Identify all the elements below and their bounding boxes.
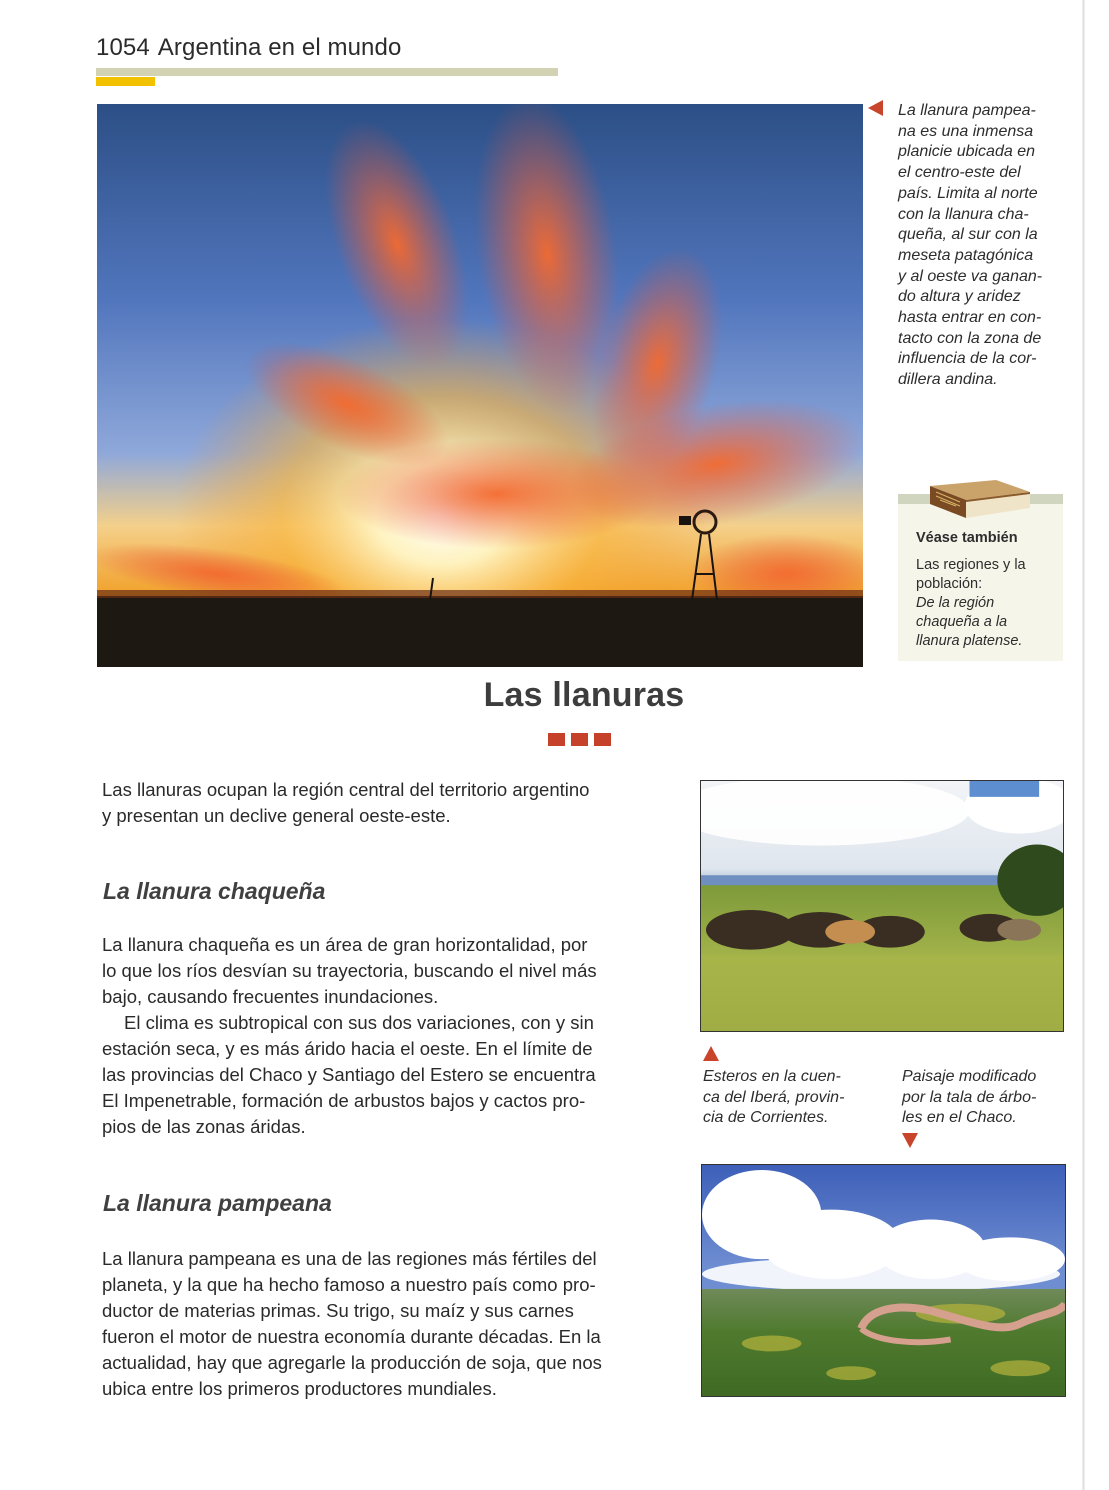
text-line: y presentan un declive general oeste-este. (102, 804, 451, 826)
header-rule (96, 68, 558, 76)
caption-line: y al oeste va ganan- (898, 267, 1043, 285)
caption-line: cia de Corrientes. (703, 1109, 829, 1126)
see-also-link[interactable]: chaqueña a la (916, 614, 1008, 630)
ornament-square (571, 733, 588, 746)
caption-line: por la tala de árbo- (902, 1088, 1037, 1106)
running-head (96, 34, 401, 62)
text-line: La llanura chaqueña es un área de gran horizontalidad, por (102, 934, 588, 955)
triangle-left-icon (868, 100, 883, 116)
text-line: pios de las zonas áridas. (102, 1116, 306, 1137)
see-also-body (916, 556, 1066, 651)
text-line: ductor de materias primas. Su trigo, su maíz y sus carnes (102, 1300, 574, 1321)
see-also-title: Véase también (916, 530, 1018, 546)
text-line: La llanura pampeana es una de las regiones más fértiles del (102, 1248, 597, 1269)
caption-line: Paisaje modificado (902, 1068, 1037, 1085)
caption-line: queña, al sur con la (898, 226, 1038, 244)
text-line: Las llanuras ocupan la región central del territorio argentino (102, 779, 590, 800)
side-caption (898, 101, 1066, 391)
text-line: planeta, y la que ha hecho famoso a nuestro país como pro- (102, 1274, 596, 1295)
caption-line: el centro-este del (898, 164, 1021, 182)
caption-line: planicie ubicada en (898, 143, 1035, 161)
caption-line: do altura y aridez (898, 288, 1021, 306)
intro-paragraph (102, 777, 668, 828)
caption-line: influencia de la cor- (898, 350, 1037, 368)
text-line: actualidad, hay que agregarle la producción de soja, que nos (102, 1352, 602, 1373)
subheading-pampeana: La llanura pampeana (103, 1190, 332, 1216)
see-also-line: Las regiones y la (916, 557, 1026, 573)
triangle-up-icon (703, 1046, 719, 1061)
see-also-link[interactable]: llanura platense. (916, 633, 1023, 649)
caption-line: tacto con la zona de (898, 329, 1042, 347)
text-line: El Impenetrable, formación de arbustos bajos y cactos pro- (102, 1090, 586, 1111)
sunset-windmill-photo (97, 104, 863, 667)
book-icon (926, 478, 1032, 524)
caption-line: ca del Iberá, provin- (703, 1088, 845, 1106)
text-line: bajo, causando frecuentes inundaciones. (102, 986, 439, 1007)
text-line: ubica entre los primeros productores mundiales. (102, 1378, 497, 1399)
text-line: lo que los ríos desvían su trayectoria, buscando el nivel más (102, 960, 597, 981)
see-also-line: población: (916, 576, 983, 592)
esteros-ibera-photo (700, 780, 1064, 1032)
ornament-square (594, 733, 611, 746)
pampeana-paragraph (102, 1246, 668, 1402)
chaco-aerial-photo (701, 1164, 1066, 1397)
text-line: las provincias del Chaco y Santiago del Estero se encuentra (102, 1064, 596, 1085)
see-also-link[interactable]: De la región (916, 595, 995, 611)
esteros-caption (703, 1067, 844, 1129)
text-line: estación seca, y es más árido hacia el oeste. En el límite de (102, 1038, 593, 1059)
caption-line: Esteros en la cuen- (703, 1068, 841, 1085)
caption-line: país. Limita al norte (898, 184, 1038, 202)
page-number: 1054 (96, 34, 150, 61)
page-edge-shadow (1082, 0, 1085, 1490)
chaco-caption (902, 1067, 1036, 1129)
subheading-chaco: La llanura chaqueña (103, 878, 326, 904)
text-line: El clima es subtropical con sus dos variaciones, con y sin (124, 1012, 594, 1033)
ornament-square (548, 733, 565, 746)
header-accent-bar (96, 77, 155, 86)
running-title: Argentina en el mundo (157, 34, 402, 61)
caption-line: con la llanura cha- (898, 205, 1029, 223)
caption-line: dillera andina. (898, 371, 998, 389)
caption-line: les en el Chaco. (902, 1109, 1017, 1126)
text-line: fueron el motor de nuestra economía durante décadas. En la (102, 1326, 601, 1347)
caption-line: hasta entrar en con- (898, 309, 1042, 327)
caption-line: La llanura pampea- (898, 102, 1036, 119)
section-title: Las llanuras (483, 676, 685, 714)
chaco-paragraph (102, 932, 668, 1140)
caption-line: meseta patagónica (898, 246, 1034, 264)
triangle-down-icon (902, 1133, 918, 1148)
caption-line: na es una inmensa (898, 122, 1034, 140)
title-ornament (548, 733, 611, 746)
